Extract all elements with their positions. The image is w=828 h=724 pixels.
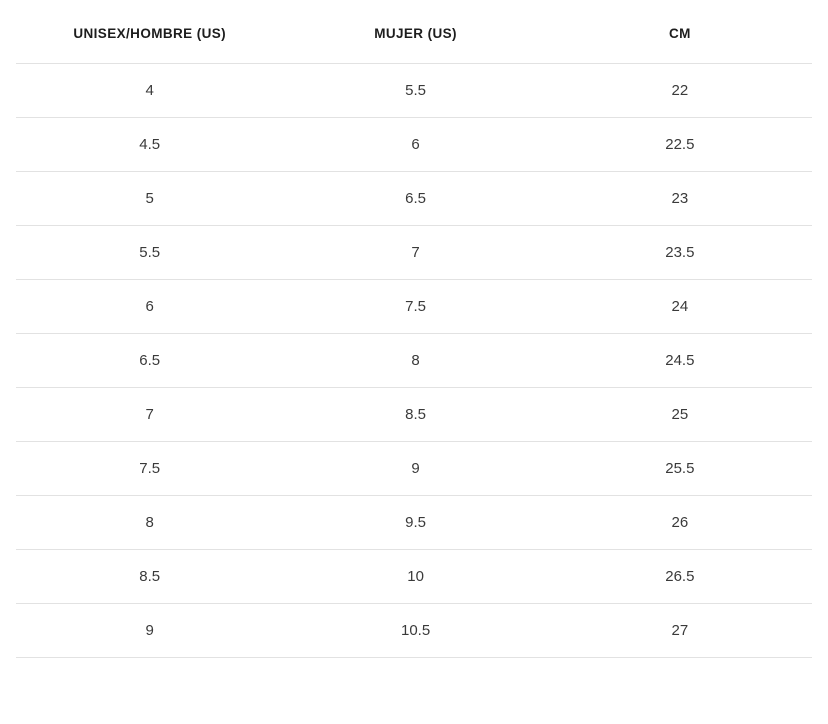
- cell-cm: 22: [548, 64, 812, 118]
- cell-unisex-hombre: 7: [16, 388, 283, 442]
- cell-unisex-hombre: 6.5: [16, 334, 283, 388]
- cell-mujer: 6.5: [283, 172, 547, 226]
- column-header-unisex-hombre: UNISEX/HOMBRE (US): [16, 0, 283, 64]
- cell-mujer: 6: [283, 118, 547, 172]
- cell-mujer: 5.5: [283, 64, 547, 118]
- cell-mujer: 10.5: [283, 604, 547, 658]
- cell-mujer: 10: [283, 550, 547, 604]
- cell-unisex-hombre: 5: [16, 172, 283, 226]
- table-row: [16, 604, 812, 658]
- table-row: [16, 172, 812, 226]
- table-header: [16, 0, 812, 64]
- size-chart-table: [16, 0, 812, 658]
- cell-cm: 25: [548, 388, 812, 442]
- cell-cm: 26: [548, 496, 812, 550]
- cell-cm: 26.5: [548, 550, 812, 604]
- column-header-cm: CM: [548, 0, 812, 64]
- cell-mujer: 8: [283, 334, 547, 388]
- cell-cm: 23.5: [548, 226, 812, 280]
- cell-unisex-hombre: 8: [16, 496, 283, 550]
- cell-unisex-hombre: 8.5: [16, 550, 283, 604]
- table-header-row: [16, 0, 812, 64]
- cell-unisex-hombre: 4: [16, 64, 283, 118]
- table-row: [16, 334, 812, 388]
- cell-cm: 23: [548, 172, 812, 226]
- cell-cm: 24.5: [548, 334, 812, 388]
- cell-cm: 27: [548, 604, 812, 658]
- cell-unisex-hombre: 9: [16, 604, 283, 658]
- table-row: [16, 280, 812, 334]
- cell-cm: 24: [548, 280, 812, 334]
- cell-mujer: 7: [283, 226, 547, 280]
- table-body: [16, 64, 812, 658]
- table-row: [16, 442, 812, 496]
- cell-mujer: 9: [283, 442, 547, 496]
- table-row: [16, 226, 812, 280]
- cell-unisex-hombre: 4.5: [16, 118, 283, 172]
- cell-mujer: 8.5: [283, 388, 547, 442]
- cell-unisex-hombre: 7.5: [16, 442, 283, 496]
- cell-mujer: 7.5: [283, 280, 547, 334]
- cell-mujer: 9.5: [283, 496, 547, 550]
- table-row: [16, 64, 812, 118]
- column-header-mujer: MUJER (US): [283, 0, 547, 64]
- table-row: [16, 496, 812, 550]
- cell-cm: 25.5: [548, 442, 812, 496]
- table-row: [16, 118, 812, 172]
- cell-cm: 22.5: [548, 118, 812, 172]
- cell-unisex-hombre: 5.5: [16, 226, 283, 280]
- table-row: [16, 550, 812, 604]
- table-row: [16, 388, 812, 442]
- cell-unisex-hombre: 6: [16, 280, 283, 334]
